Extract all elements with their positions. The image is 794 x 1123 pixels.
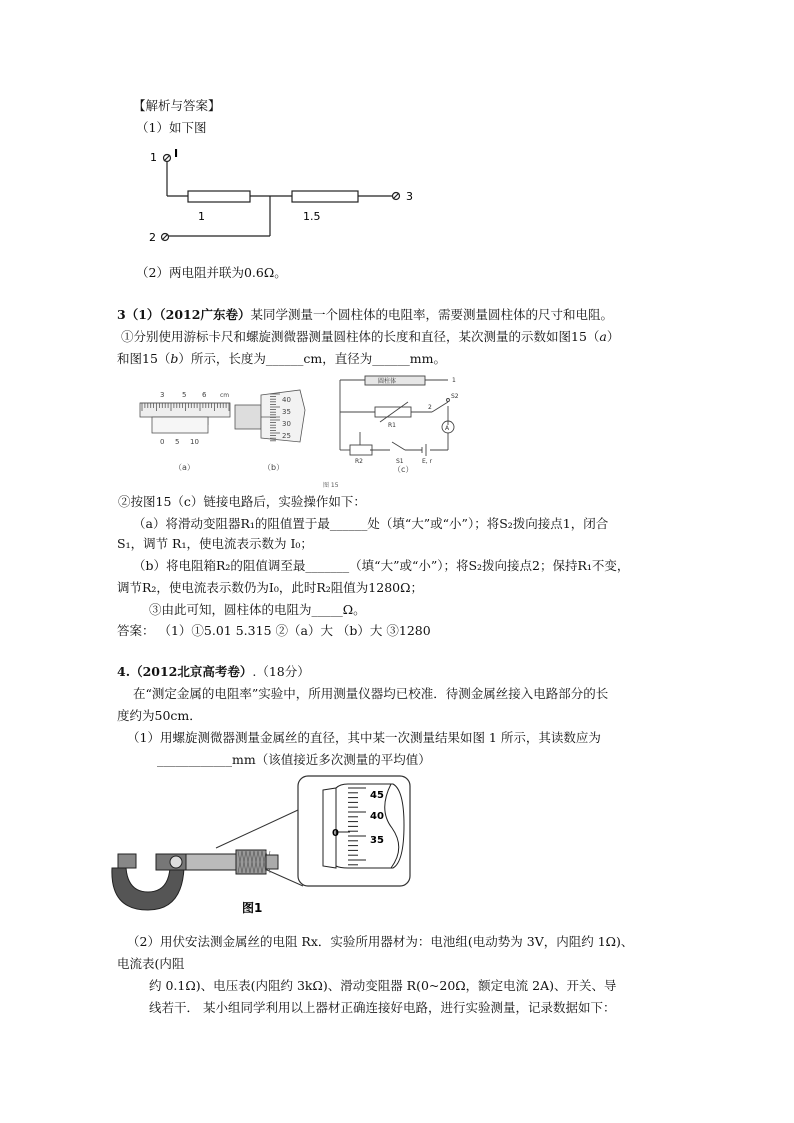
q3-step3: ③由此可知，圆柱体的电阻为_____Ω。 <box>149 602 366 617</box>
figure-1-micrometer <box>108 770 453 920</box>
svg-text:1: 1 <box>452 377 456 384</box>
svg-text:I: I <box>174 147 179 160</box>
caption-a: （a） <box>174 463 195 472</box>
q4-part2-line3: 约 0.1Ω)、电压表(内阻约 3kΩ)、滑动变阻器 R(0~20Ω，额定电流 2A)、开关、导 <box>149 978 617 993</box>
svg-text:S1: S1 <box>396 458 404 465</box>
svg-text:S2: S2 <box>451 393 459 400</box>
svg-text:0: 0 <box>160 438 165 446</box>
svg-text:5: 5 <box>175 438 180 446</box>
answer-part1: （1）如下图 <box>136 120 207 135</box>
q4-source: （2012北京高考卷） <box>130 664 253 679</box>
q4-intro-line2: 度约为50cm． <box>117 708 202 723</box>
svg-text:30: 30 <box>282 420 291 428</box>
resistor-2-label: 1.5 <box>303 210 321 223</box>
figure-1-caption: 图1 <box>242 901 263 915</box>
q3-step-b-line2: 调节R₂，使电流表示数仍为I₀，此时R₂阻值为1280Ω； <box>117 580 423 595</box>
q4-part2-line4: 线若干． 某小组同学利用以上器材正确连接好电路，进行实验测量，记录数据如下： <box>149 1000 616 1015</box>
caption-c: （c） <box>393 465 414 474</box>
q4-part2-line1: （2）用伏安法测金属丝的电阻 Rx．实验所用器材为：电池组(电动势为 3V，内阻约 1Ω)、 <box>127 934 634 949</box>
resistor-2 <box>292 191 358 202</box>
q4-part1-line2: ____________mm（该值接近多次测量的平均值） <box>157 752 431 767</box>
q3-answer: 答案： （1）①5.01 5.315 ②（a）大 （b）大 ③1280 <box>117 623 431 638</box>
terminal-2-label: 2 <box>149 231 156 244</box>
answer-header: 【解析与答案】 <box>133 98 221 113</box>
terminal-1-label: 1 <box>150 151 157 164</box>
cylinder-label: 圆柱体 <box>378 378 397 385</box>
q3-number: 3（1） <box>117 307 160 322</box>
terminal-3-label: 3 <box>406 190 413 203</box>
figure-15-caption: 图 15 <box>323 482 339 489</box>
svg-text:6: 6 <box>202 391 207 399</box>
q4-points: .（18分） <box>252 664 310 679</box>
q4-heading <box>117 664 310 680</box>
answer-part2: （2）两电阻并联为0.6Ω。 <box>136 265 287 280</box>
scale-40: 40 <box>370 811 384 822</box>
figure-15 <box>130 370 490 494</box>
svg-text:5: 5 <box>182 391 187 399</box>
q3-step1-line1: ①分别使用游标卡尺和螺旋测微器测量圆柱体的长度和直径，某次测量的示数如图15（a） <box>121 329 620 344</box>
svg-text:40: 40 <box>282 396 291 404</box>
q4-part2-line2: 电流表(内阻 <box>117 956 185 971</box>
caption-b: （b） <box>263 463 285 472</box>
q3-heading <box>117 307 613 323</box>
micrometer-small <box>235 390 305 442</box>
scale-35: 35 <box>370 835 384 846</box>
q3-step2: ②按图15（c）链接电路后，实验操作如下： <box>118 494 366 509</box>
svg-text:25: 25 <box>282 432 291 440</box>
q3-step1-line2: 和图15（b）所示，长度为______cm，直径为______mm。 <box>117 351 446 366</box>
svg-text:A: A <box>445 425 450 432</box>
q3-step-b-line1: （b）将电阻箱R₂的阻值调至最_______（填“大”或“小”）；将S₂拨向接点2；保持R₁不变， <box>133 558 630 573</box>
svg-text:R2: R2 <box>355 458 363 465</box>
q4-intro-line1: 在“测定金属的电阻率”实验中，所用测量仪器均已校准．待测金属丝接入电路部分的长 <box>133 686 609 701</box>
svg-text:10: 10 <box>190 438 199 446</box>
vernier-caliper <box>140 403 230 433</box>
q4-part1-line1: （1）用螺旋测微器测量金属丝的直径，其中某一次测量结果如图 1 所示，其读数应为 <box>127 730 601 745</box>
q3-step-a-line2: S₁，调节 R₁，使电流表示数为 I₀； <box>117 536 313 551</box>
measurement-circuit <box>340 376 454 456</box>
svg-text:2: 2 <box>428 404 432 411</box>
resistor-1 <box>188 191 250 202</box>
scale-zero: 0 <box>332 828 339 839</box>
svg-text:R1: R1 <box>388 422 396 429</box>
scale-45: 45 <box>370 790 384 801</box>
q3-source: （2012广东卷） <box>159 307 251 322</box>
resistor-1-label: 1 <box>198 210 205 223</box>
svg-text:3: 3 <box>160 391 165 399</box>
q3-stem: 某同学测量一个圆柱体的电阻率，需要测量圆柱体的尺寸和电阻。 <box>250 307 613 322</box>
svg-text:cm: cm <box>220 392 230 399</box>
q3-step-a-line1: （a）将滑动变阻器R₁的阻值置于最______处（填“大”或“小”）；将S₂拨向接点1，闭合 <box>133 516 609 531</box>
svg-text:E, r: E, r <box>422 458 433 465</box>
svg-text:35: 35 <box>282 408 291 416</box>
parallel-circuit-diagram <box>140 140 430 255</box>
q4-number: 4. <box>117 664 131 679</box>
